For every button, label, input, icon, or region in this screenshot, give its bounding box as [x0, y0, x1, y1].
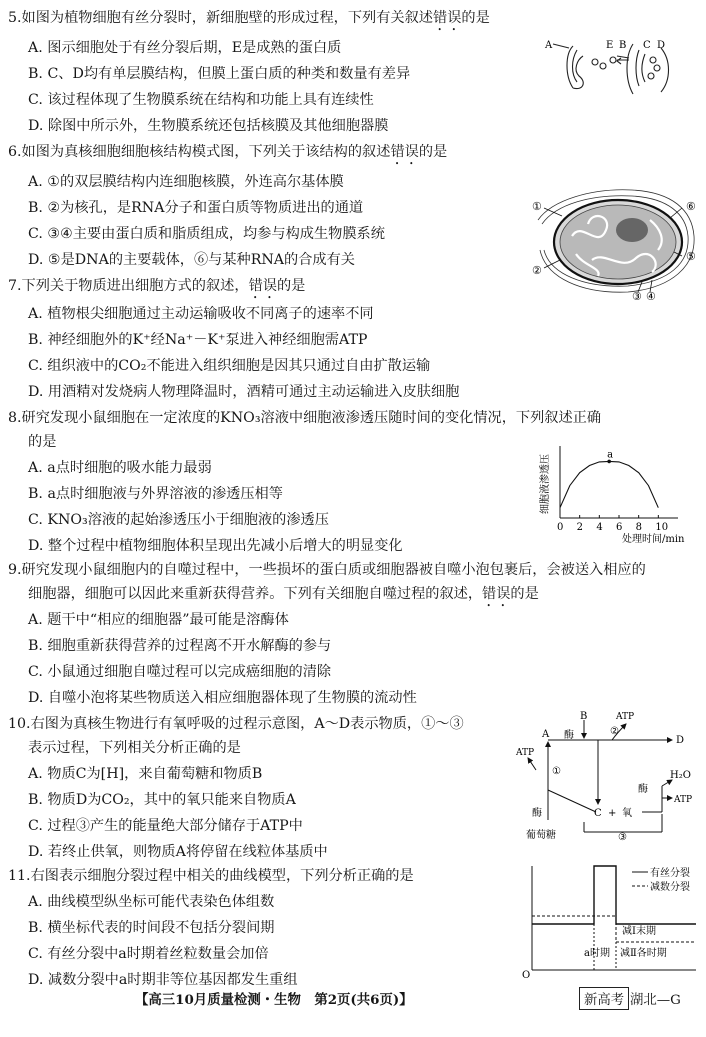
chart8-tick-label: 6	[616, 522, 623, 533]
question-7-option-d: D. 用酒精对发烧病人物理降温时，酒精可通过主动运输进入皮肤细胞	[28, 384, 460, 400]
question-6-option-b: B. ②为核孔，是RNA分子和蛋白质等物质进出的通道	[28, 200, 364, 216]
figure-10-svg	[512, 710, 698, 842]
fig10-label-c: C	[594, 808, 602, 819]
figure-11-svg	[520, 860, 706, 982]
figure-10-respiration	[512, 710, 698, 842]
question-6-option-c: C. ③④主要由蛋白质和脂质组成，均参与构成生物膜系统	[28, 226, 385, 242]
question-7-option-c: C. 组织液中的CO₂不能进入组织细胞是因其只通过自由扩散运输	[28, 358, 431, 374]
question-8-option-b: B. a点时细胞液与外界溶液的渗透压相等	[28, 486, 283, 502]
fig11-label-m1-telophase: 减Ⅰ末期	[622, 926, 656, 937]
fig11-meiosis-line	[532, 916, 696, 942]
fig10-label-atp-top: ATP	[616, 712, 635, 722]
question-7-option-a: A. 植物根尖细胞通过主动运输吸收不同离子的速率不同	[28, 306, 374, 322]
fig10-label-process-3: ③	[618, 832, 627, 842]
chart8-xlabel: 处理时间/min	[622, 534, 685, 544]
footer-region: 湖北—G	[630, 993, 681, 1008]
chart8-ylabel: 细胞液渗透压	[540, 454, 551, 514]
question-10-option-a: A. 物质C为[H]，来自葡萄糖和物质B	[28, 766, 263, 782]
chart8-tick-label: 10	[655, 522, 669, 533]
fig6-label-1: ①	[532, 200, 542, 213]
question-10-stem-line2: 表示过程，下列相关分析正确的是	[28, 740, 241, 756]
fig10-label-b: B	[580, 711, 588, 722]
fig10-label-process-2: ②	[610, 726, 619, 737]
question-5-option-a: A. 图示细胞处于有丝分裂后期，E是成熟的蛋白质	[28, 40, 342, 56]
fig11-legend-mitosis: 有丝分裂	[650, 868, 690, 879]
fig10-label-enzyme-2: 酶	[638, 784, 648, 795]
fig5-label-d: D	[657, 40, 666, 51]
question-11-option-c: C. 有丝分裂中a时期着丝粒数量会加倍	[28, 946, 269, 962]
question-11-option-a: A. 曲线模型纵坐标可能代表染色体组数	[28, 894, 275, 910]
fig6-label-3: ③	[632, 290, 642, 300]
figure-8-chart	[536, 434, 702, 544]
question-5-stem: 5.如图为植物细胞有丝分裂时，新细胞壁的形成过程，下列有关叙述错误的是	[8, 10, 490, 26]
footer-badge: 新高考	[579, 987, 629, 1010]
question-8-option-c: C. KNO₃溶液的起始渗透压小于细胞液的渗透压	[28, 512, 329, 528]
question-10-option-c: C. 过程③产生的能量绝大部分储存于ATP中	[28, 818, 303, 834]
fig10-label-glucose: 葡萄糖	[526, 830, 556, 841]
figure-5-cell-plate	[543, 36, 693, 106]
question-8-option-d: D. 整个过程中植物细胞体积呈现出先减小后增大的明显变化	[28, 538, 403, 554]
chart8-tick-label: 4	[596, 522, 603, 533]
question-9-option-d: D. 自噬小泡将某些物质送入相应细胞器体现了生物膜的流动性	[28, 690, 417, 706]
fig11-label-a-stage: a时期	[584, 948, 610, 959]
question-8-option-a: A. a点时细胞的吸水能力最弱	[28, 460, 212, 476]
fig6-label-2: ②	[532, 264, 542, 277]
fig5-label-b: B	[619, 40, 627, 51]
figure-5-svg	[543, 36, 693, 106]
chart8-curve	[560, 461, 658, 507]
question-9-option-a: A. 题干中“相应的细胞器”最可能是溶酶体	[28, 612, 289, 628]
fig5-label-e: E	[606, 40, 614, 51]
question-5-option-c: C. 该过程体现了生物膜系统在结构和功能上具有连续性	[28, 92, 374, 108]
question-5-option-d: D. 除图中所示外，生物膜系统还包括核膜及其他细胞器膜	[28, 118, 389, 134]
page-footer	[0, 987, 706, 1011]
question-9-option-b: B. 细胞重新获得营养的过程离不开水解酶的参与	[28, 638, 332, 654]
question-8-stem-line1: 8.研究发现小鼠细胞在一定浓度的KNO₃溶液中细胞液渗透压随时间的变化情况，下列叙述正确	[8, 410, 602, 426]
question-10-stem-line1: 10.右图为真核生物进行有氧呼吸的过程示意图，A～D表示物质，①～③	[8, 716, 464, 732]
question-6-option-d: D. ⑤是DNA的主要载体，⑥与某种RNA的合成有关	[28, 252, 355, 268]
question-7-option-b: B. 神经细胞外的K⁺经Na⁺－K⁺泵进入神经细胞需ATP	[28, 332, 368, 348]
question-10-option-b: B. 物质D为CO₂，其中的氧只能来自物质A	[28, 792, 296, 808]
fig6-label-4: ④	[646, 290, 656, 300]
fig10-label-process-1: ①	[552, 766, 561, 777]
question-11-option-d: D. 减数分裂中a时期非等位基因都发生重组	[28, 972, 298, 988]
fig6-label-5: ⑤	[686, 250, 696, 263]
fig11-legend-meiosis: 减数分裂	[650, 882, 690, 893]
fig10-label-d: D	[676, 735, 685, 746]
question-8-stem-line2: 的是	[28, 434, 57, 450]
question-9-stem-line1: 9.研究发现小鼠细胞内的自噬过程中，一些损坏的蛋白质或细胞器被自噬小泡包裹后，会被送入相应的	[8, 562, 646, 578]
question-9-option-c: C. 小鼠通过细胞自噬过程可以完成癌细胞的清除	[28, 664, 332, 680]
question-9-stem-line2: 细胞器，细胞可以因此来重新获得营养。下列有关细胞自噬过程的叙述，错误的是	[28, 586, 539, 602]
figure-11-division-curve	[520, 860, 706, 982]
fig10-label-atp-right: ATP	[674, 795, 693, 805]
fig10-label-water: H₂O	[670, 770, 691, 781]
chart8-annotation-a: a	[607, 449, 614, 461]
fig10-label-a: A	[542, 729, 550, 740]
footer-title: 【高三10月质量检测・生物 第2页(共6页)】	[135, 992, 413, 1008]
question-10-option-d: D. 若终止供氧，则物质A将停留在线粒体基质中	[28, 844, 328, 860]
question-5-option-b: B. C、D均有单层膜结构，但膜上蛋白质的种类和数量有差异	[28, 66, 411, 82]
chart8-tick-label: 2	[576, 522, 584, 533]
fig6-label-6: ⑥	[686, 200, 696, 213]
question-11-stem: 11.右图表示细胞分裂过程中相关的曲线模型，下列分析正确的是	[8, 868, 414, 884]
fig11-label-m2-stages: 减Ⅱ各时期	[620, 948, 667, 959]
chart8-tick-label: 8	[635, 522, 643, 533]
fig10-label-enzyme-1: 酶	[564, 730, 574, 741]
fig10-label-atp-left: ATP	[516, 748, 535, 758]
fig10-label-plus: +	[608, 808, 617, 819]
fig10-label-enzyme-3: 酶	[532, 808, 542, 819]
figure-8-chart-svg	[536, 434, 702, 544]
question-11-option-b: B. 横坐标代表的时间段不包括分裂间期	[28, 920, 275, 936]
fig5-label-c: C	[643, 40, 651, 51]
question-7-stem: 7.下列关于物质进出细胞方式的叙述，错误的是	[8, 278, 306, 294]
question-6-stem: 6.如图为真核细胞细胞核结构模式图，下列关于该结构的叙述错误的是	[8, 144, 448, 160]
chart8-tick-label: 0	[557, 522, 564, 533]
fig10-label-oxygen: 氧	[622, 808, 632, 819]
fig11-origin: O	[522, 970, 531, 981]
figure-6-svg	[532, 180, 702, 300]
figure-6-nucleus	[532, 180, 702, 300]
fig5-label-a: A	[545, 40, 553, 51]
question-6-option-a: A. ①的双层膜结构内连细胞核膜，外连高尔基体膜	[28, 174, 344, 190]
